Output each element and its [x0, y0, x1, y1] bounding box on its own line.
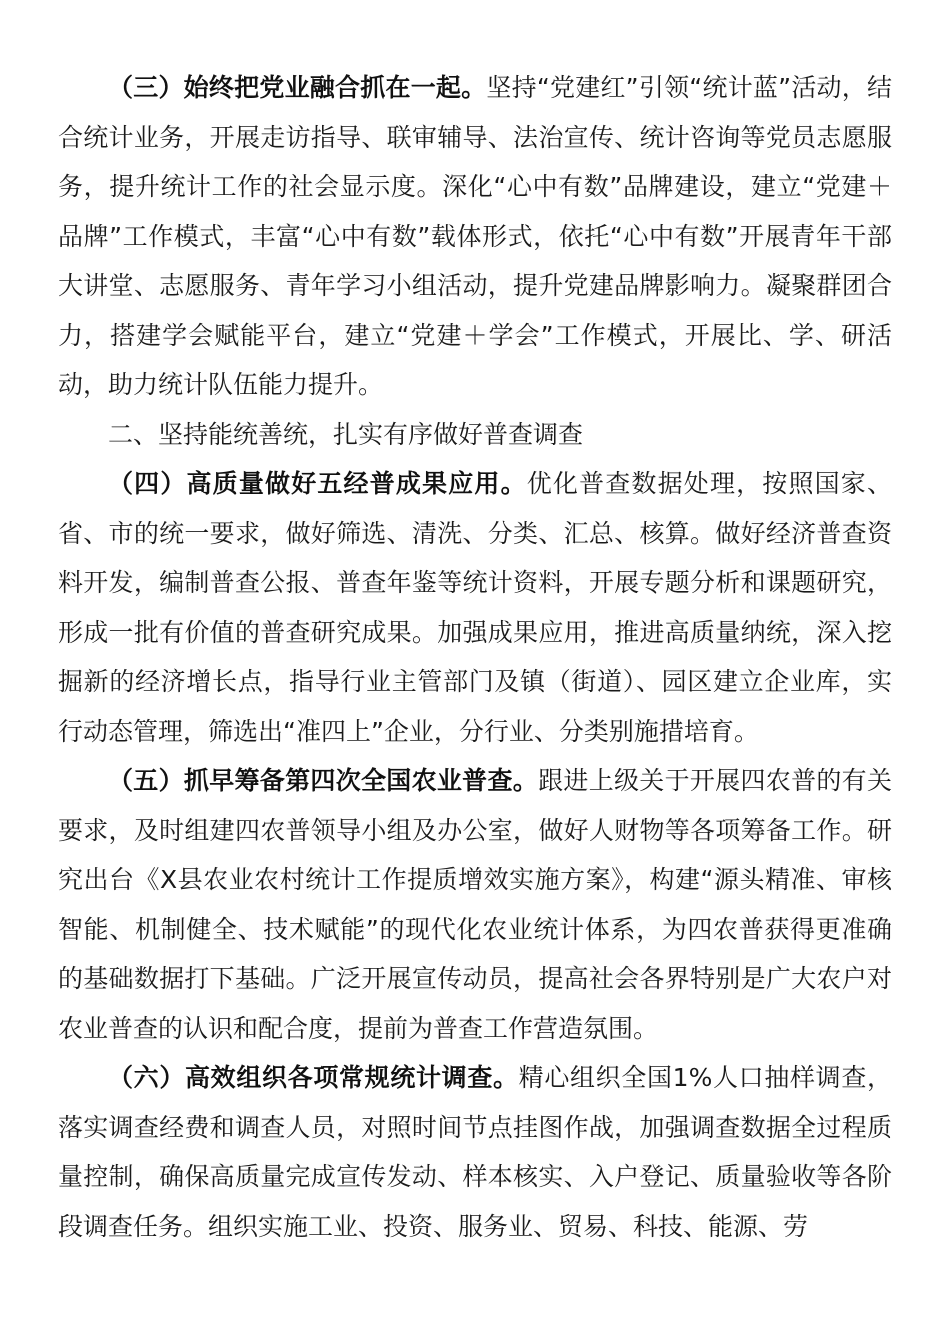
paragraph-body: 坚持“党建红”引领“统计蓝”活动，结合统计业务，开展走访指导、联审辅导、法治宣传、统计咨询等党员志愿服务，提升统计工作的社会显示度。深化“心中有数”品牌建设，建立“党建＋品牌”工作模式，丰富“心中有数”载体形式，依托“心中有数”开展青年干部大讲堂、志愿服务、青年学习小组活动，提升党建品牌影响力。凝聚群团合力，搭建学会赋能平台，建立“党建＋学会”工作模式，开展比、学、研活动，助力统计队伍能力提升。: [58, 73, 892, 399]
paragraph-body: 精心组织全国1%人口抽样调查，落实调查经费和调查人员，对照时间节点挂图作战，加强调查数据全过程质量控制，确保高质量完成宣传发动、样本核实、入户登记、质量验收等各阶段调查任务。组织实施工业、投资、服务业、贸易、科技、能源、劳: [58, 1063, 892, 1241]
section-heading: 二、坚持能统善统，扎实有序做好普查调查: [108, 419, 584, 449]
paragraph-lead: （五）抓早筹备第四次全国农业普查。: [108, 766, 539, 795]
paragraph-party-business-integration: [58, 63, 892, 410]
paragraph-body: 优化普查数据处理，按照国家、省、市的统一要求，做好筛选、清洗、分类、汇总、核算。做好经济普查资料开发，编制普查公报、普查年鉴等统计资料，开展专题分析和课题研究，形成一批有价值的普查研究成果。加强成果应用，推进高质量纳统，深入挖掘新的经济增长点，指导行业主管部门及镇（街道）、园区建立企业库，实行动态管理，筛选出“准四上”企业，分行业、分类别施措培育。: [58, 469, 892, 746]
paragraph-body: 跟进上级关于开展四农普的有关要求，及时组建四农普领导小组及办公室，做好人财物等各项筹备工作。研究出台《X县农业农村统计工作提质增效实施方案》，构建“源头精准、审核智能、机制健全、技术赋能”的现代化农业统计体系，为四农普获得更准确的基础数据打下基础。广泛开展宣传动员，提高社会各界特别是广大农户对农业普查的认识和配合度，提前为普查工作营造氛围。: [58, 766, 892, 1043]
paragraph-agricultural-census: [58, 756, 892, 1053]
paragraph-census-results: [58, 459, 892, 756]
paragraph-lead: （六）高效组织各项常规统计调查。: [108, 1063, 519, 1092]
paragraph-lead: （三）始终把党业融合抓在一起。: [108, 73, 487, 102]
paragraph-routine-surveys: [58, 1053, 892, 1251]
paragraph-lead: （四）高质量做好五经普成果应用。: [108, 469, 527, 498]
